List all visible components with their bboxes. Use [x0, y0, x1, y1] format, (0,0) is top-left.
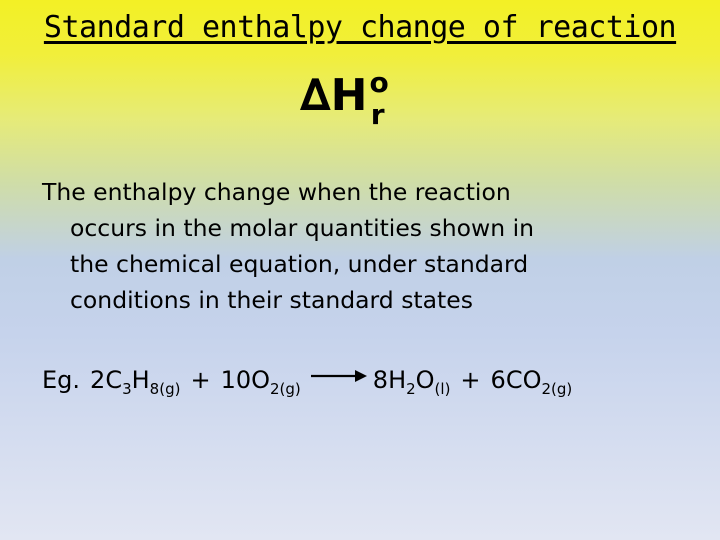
reactant-oxygen: $10O_{2(g)}$: [220, 366, 301, 398]
definition-line: conditions in their standard states: [70, 286, 473, 314]
plus-sign: +: [460, 366, 481, 394]
slide-title: Standard enthalpy change of reaction: [43, 10, 677, 45]
plus-sign: +: [190, 366, 211, 394]
equation-prefix: Eg.: [42, 366, 81, 394]
definition-text: [42, 174, 682, 318]
standard-superscript: o: [369, 66, 389, 99]
enthalpy-symbol: [300, 66, 389, 131]
product-carbon-dioxide: $6CO_{2(g)}$: [490, 366, 573, 398]
definition-line: the chemical equation, under standard: [70, 250, 529, 278]
reactant-propane: $2C_3H_{8(g)}$: [90, 366, 181, 398]
enthalpy-letter: H: [330, 70, 368, 121]
example-equation: [42, 366, 573, 398]
delta-symbol: ∆: [300, 70, 331, 121]
reaction-subscript: r: [370, 98, 385, 131]
product-water: $8H_2O_{(l)}$: [372, 366, 451, 398]
definition-line: occurs in the molar quantities shown in: [70, 214, 535, 242]
reaction-arrow-icon: [309, 366, 369, 386]
definition-line: The enthalpy change when the reaction: [42, 178, 511, 206]
